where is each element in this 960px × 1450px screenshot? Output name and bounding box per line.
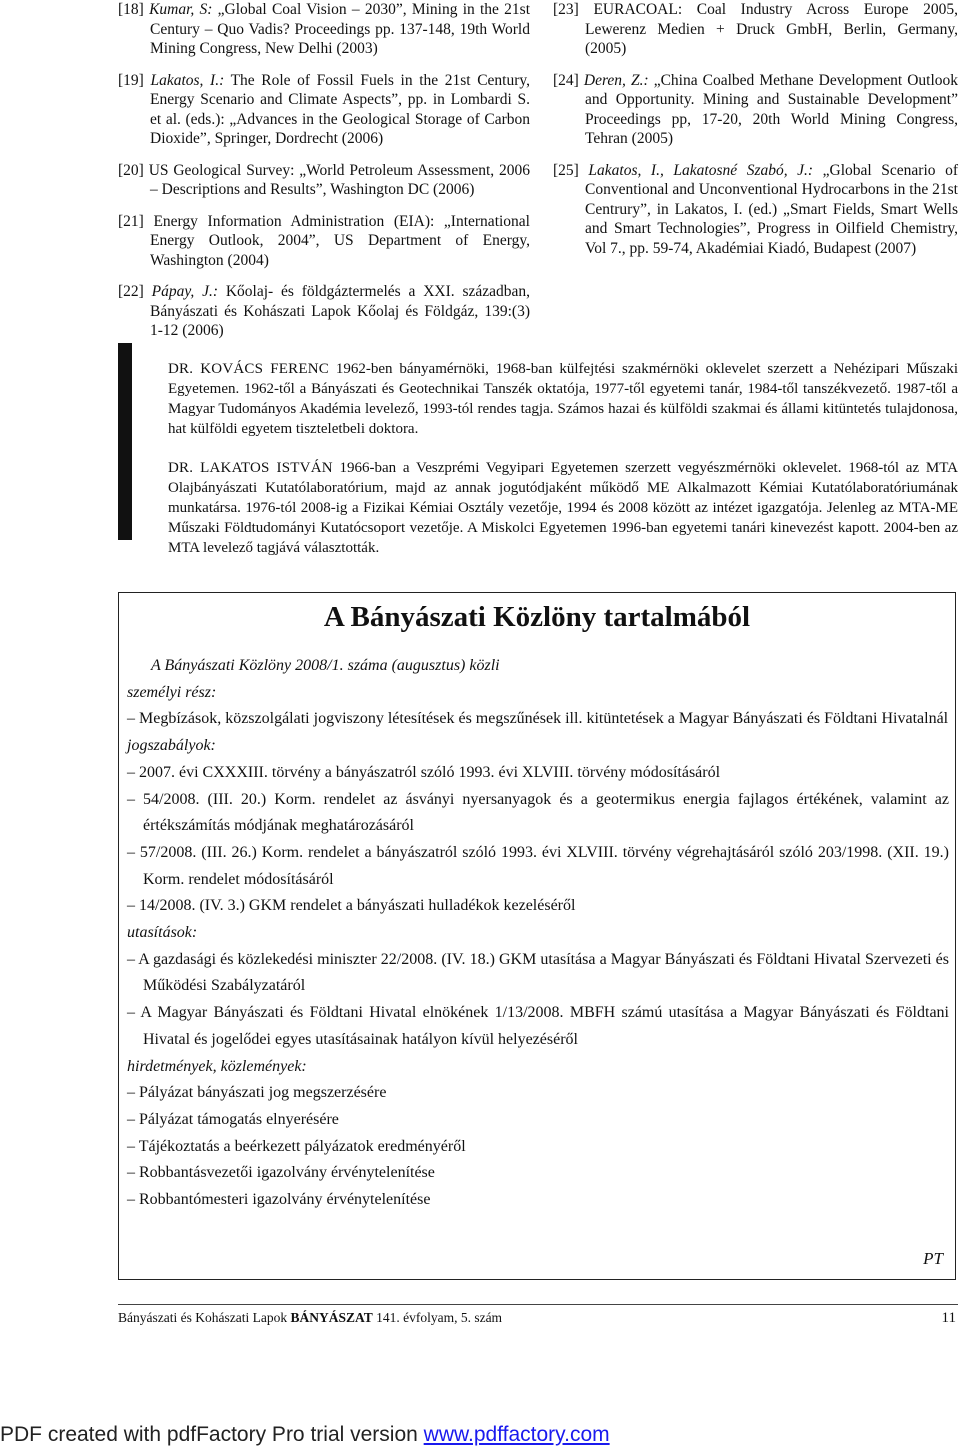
toc-section-head: hirdetmények, közlemények: xyxy=(127,1057,307,1075)
footer-journal-line xyxy=(118,1310,502,1326)
reference-author: Lakatos, I., Lakatosné Szabó, J.: xyxy=(588,161,814,179)
reference-item xyxy=(118,161,530,200)
footer-rule xyxy=(118,1304,958,1305)
footer-journal: Bányászati és Kohászati Lapok xyxy=(118,1310,288,1325)
references-right-column xyxy=(553,0,958,270)
bio-kovacs xyxy=(168,359,958,439)
reference-number: [22] xyxy=(118,283,144,300)
reference-number: [18] xyxy=(118,1,144,18)
toc-item: – Megbízások, közszolgálati jogviszony létesítések és megszűnések ill. kitüntetések a Magyar Bányászati és Földtani Hivatalnál xyxy=(127,710,949,728)
toc-item: – 14/2008. (IV. 3.) GKM rendelet a bányászati hulladékok kezeléséről xyxy=(127,897,576,915)
reference-text: Energy Information Administration (EIA): „International Energy Outlook, 2004”, US Department of Energy, Washington (2004) xyxy=(150,212,530,269)
reference-number: [23] xyxy=(553,1,579,18)
bio-lakatos-text: 1966-ban a Veszprémi Vegyipari Egyetemen szerzett vegyészmérnöki oklevelet. 1968-tól az MTA Olajbányászati Kutatólaboratórium, majd az annak jogutódjaként működő ME Alkalmazott Kémiai Kutatólaboratóriumának munkatársa. 1976-tól 2008-ig a Fizikai Kémiai Osztály vezetője, 1994 és 2008 között az intézet igazgatója. Jelenleg az MTA-ME Műszaki Földtudományi Kutatócsoport vezetője. A Miskolci Egyetemen 1996-ban egyetemi tanári kinevezést kapott. 2004-ben az MTA levelező tagjává választották. xyxy=(168,460,959,556)
toc-item: – A gazdasági és közlekedési miniszter 22/2008. (IV. 18.) GKM utasítása a Magyar Bányászati és Földtani Hivatal Szervezeti és Működési Szabályzatáról xyxy=(127,950,949,995)
reference-item xyxy=(553,71,958,149)
toc-title: A Bányászati Közlöny tartalmából xyxy=(323,601,751,633)
reference-item xyxy=(118,71,530,149)
bio-side-bar xyxy=(118,343,132,540)
reference-item xyxy=(118,212,530,271)
reference-item xyxy=(553,0,958,59)
reference-number: [19] xyxy=(118,71,144,89)
reference-text: Kőolaj- és földgáztermelés a XXI. században, Bányászati és Kohászati Lapok Kőolaj és Földgáz, 139:(3) 1-12 (2006) xyxy=(150,283,530,339)
toc-item: – 2007. évi CXXXIII. törvény a bányászatról szóló 1993. évi XLVIII. törvény módosításáról xyxy=(127,763,721,781)
reference-number: [24] xyxy=(553,71,579,89)
toc-section-head: jogszabályok: xyxy=(127,737,216,755)
reference-author: Pápay, J.: xyxy=(151,283,219,300)
reference-item xyxy=(118,282,530,341)
toc-signature: PT xyxy=(923,1249,943,1268)
bio-kovacs-name: DR. KOVÁCS FERENC xyxy=(168,361,329,377)
reference-text: EURACOAL: Coal Industry Across Europe 2005, Lewerenz Medien + Druck GmbH, Berlin, Germany, (2005) xyxy=(585,1,958,57)
toc-item: – Robbantásvezetői igazolvány érvénytelenítése xyxy=(127,1164,435,1182)
toc-item: – Tájékoztatás a beérkezett pályázatok eredményéről xyxy=(127,1137,466,1155)
pdf-creator-note xyxy=(0,1423,610,1447)
references-left-column xyxy=(118,0,530,353)
toc-item: – Robbantómesteri igazolvány érvénytelenítése xyxy=(127,1191,431,1209)
bio-lakatos-name: DR. LAKATOS ISTVÁN xyxy=(168,460,333,476)
toc-intro: A Bányászati Közlöny 2008/1. száma (augusztus) közli xyxy=(151,657,500,674)
toc-item: – Pályázat támogatás elnyerésére xyxy=(127,1110,339,1128)
reference-text: „Global Scenario of Conventional and Unconventional Hydrocarbons in the 21st Centrury”, in Lakatos, I. (ed.) „Smart Fields, Smart Wells and Smart Technologies”, Progress in Oilfield Chemistry, Vol 7., pp. 59-74, Akadémiai Kiadó, Budapest (2007) xyxy=(585,161,958,257)
toc-item: – 54/2008. (III. 20.) Korm. rendelet az ásványi nyersanyagok és a geotermikus energia fajlagos értékének, valamint az értékszámítás módjának meghatározásáról xyxy=(127,790,949,835)
reference-number: [21] xyxy=(118,212,144,230)
toc-item: – 57/2008. (III. 26.) Korm. rendelet a bányászatról szóló 1993. évi XLVIII. törvény végrehajtásáról szóló 203/1998. (XII. 19.) Korm. rendelet módosításáról xyxy=(127,843,949,888)
toc-section-head: személyi rész: xyxy=(127,683,217,701)
reference-item xyxy=(553,161,958,259)
reference-number: [20] xyxy=(118,161,144,179)
reference-number: [25] xyxy=(553,161,579,179)
toc-item: – Pályázat bányászati jog megszerzésére xyxy=(127,1084,387,1102)
reference-author: Lakatos, I.: xyxy=(150,71,225,89)
toc-section-head: utasítások: xyxy=(127,924,198,942)
pdffactory-link[interactable]: www.pdffactory.com xyxy=(423,1423,610,1446)
bio-kovacs-text: 1962-ben bányamérnöki, 1968-ban külfejtési szakmérnöki oklevelet szerzett a Nehézipari Műszaki Egyetemen. 1962-től a Bányászati és Geotechnikai Tanszék oktatója, 1977-től egyetemi tanár, 1984-től tanszékvezető. 1987-től a Magyar Tudományos Akadémia levelező, 1993-tól rendes tagja. Számos hazai és külföldi szakmai és állami kitüntetés tulajdonosa, hat külföldi egyetem tiszteletbeli doktora. xyxy=(168,361,958,437)
reference-item xyxy=(118,0,530,59)
reference-text: US Geological Survey: „World Petroleum Assessment, 2006 – Descriptions and Results”, Washington DC (2006) xyxy=(148,161,530,198)
reference-text: The Role of Fossil Fuels in the 21st Century, Energy Scenario and Climate Aspects”, pp. in Lombardi S. et al. (eds.): „Advances in the Geological Storage of Carbon Dioxide”, Springer, Dordrecht (2006) xyxy=(150,71,531,147)
footer-section: BÁNYÁSZAT xyxy=(290,1310,373,1325)
toc-item: – A Magyar Bányászati és Földtani Hivatal elnökének 1/13/2008. MBFH számú utasítása a Magyar Bányászati és Földtani Hivatal és jogelődei egyes utasításainak hatályon kívül helyezéséről xyxy=(127,1004,949,1048)
reference-author: Deren, Z.: xyxy=(583,71,649,89)
pdf-note-text: PDF created with pdfFactory Pro trial version xyxy=(0,1423,424,1446)
footer-volume: 141. évfolyam, 5. szám xyxy=(376,1310,503,1325)
toc-sections xyxy=(127,680,949,1214)
toc-box xyxy=(118,592,956,1280)
reference-text: „China Coalbed Methane Development Outlook and Opportunity. Mining and Sustainable Development” Proceedings pp, 17-20, 20th World Mining Congress, Tehran (2005) xyxy=(585,71,959,147)
page-number: 11 xyxy=(941,1310,956,1326)
toc-body xyxy=(127,653,949,1214)
reference-text: „Global Coal Vision – 2030”, Mining in the 21st Century – Quo Vadis? Proceedings pp. 137-148, 19th World Mining Congress, New Delhi (2003) xyxy=(150,1,530,57)
reference-author: Kumar, S: xyxy=(149,1,213,18)
bio-lakatos xyxy=(168,458,958,558)
